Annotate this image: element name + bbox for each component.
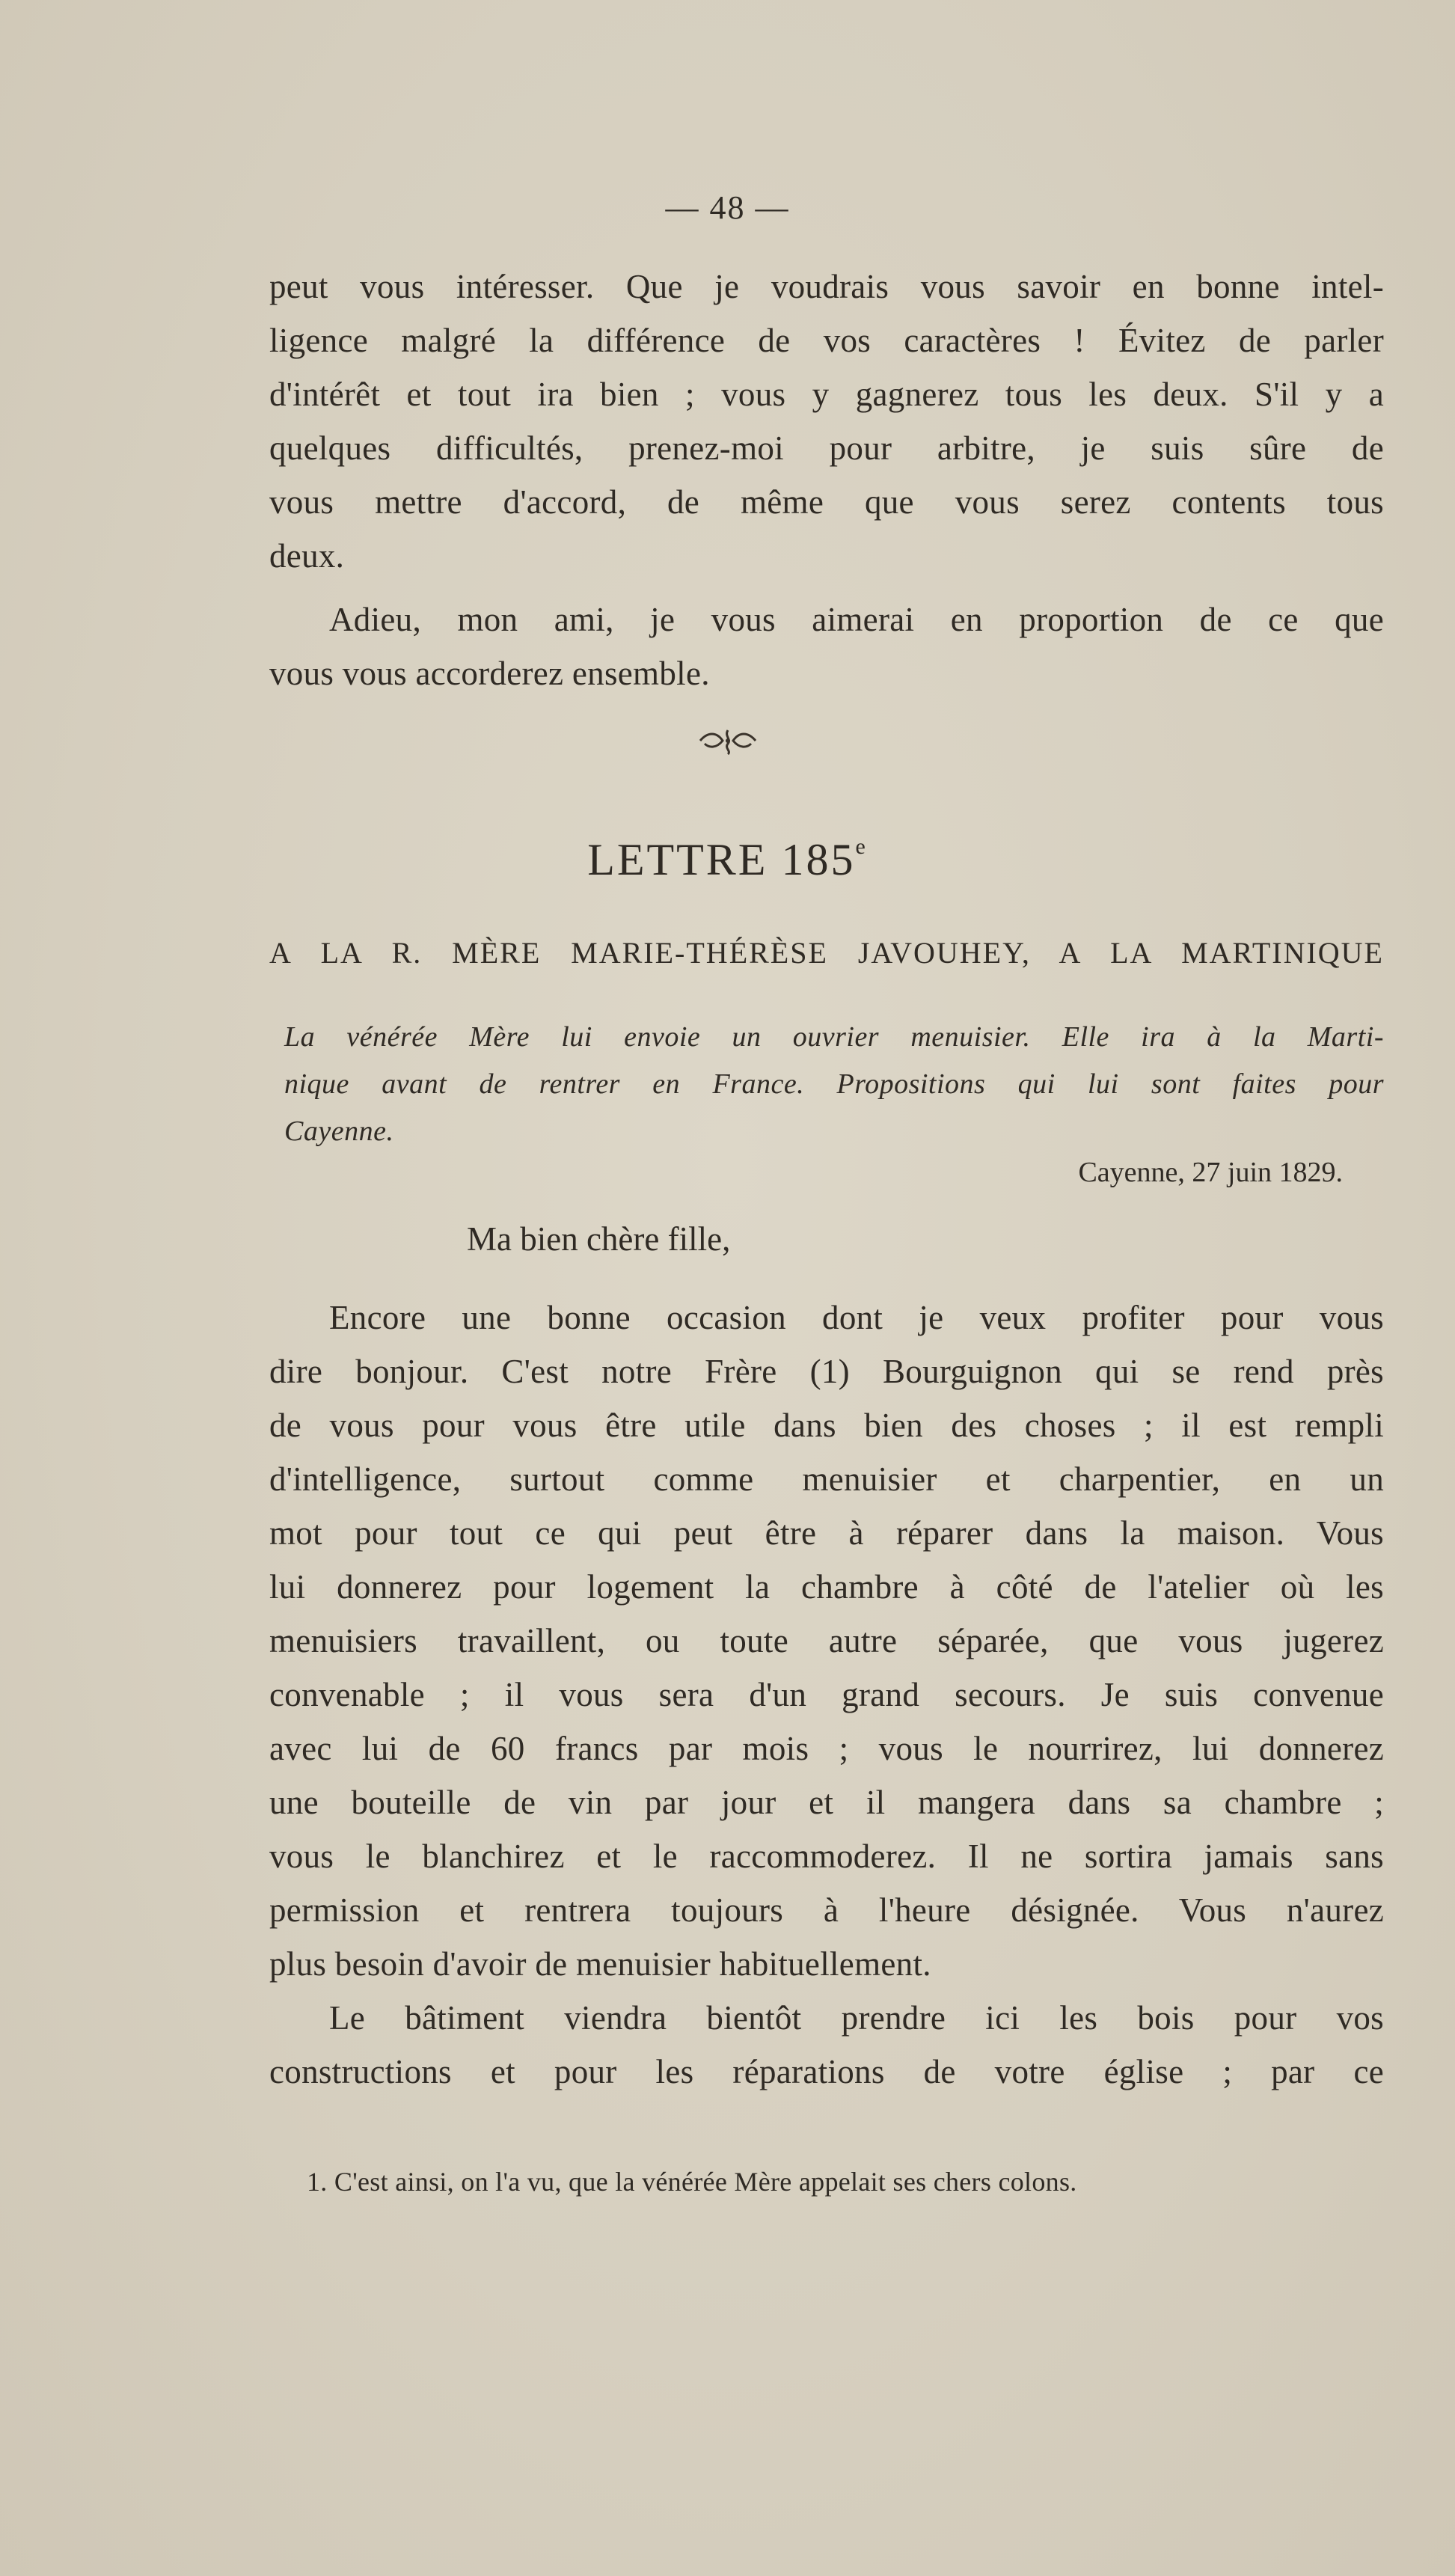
text-line: vous vous accorderez ensemble. <box>269 655 710 692</box>
text-line: d'intérêt et tout ira bien ; vous y gagnerez tous les deux. S'il y a <box>269 376 1384 413</box>
letter-title-text: LETTRE 185 <box>587 835 856 884</box>
summary-line: Cayenne. <box>284 1116 394 1147</box>
letter-summary <box>284 1014 1384 1155</box>
text-line: menuisiers travaillent, ou toute autre séparée, que vous jugerez <box>269 1622 1384 1659</box>
dateline: Cayenne, 27 juin 1829. <box>1078 1157 1343 1188</box>
text-line: plus besoin d'avoir de menuisier habituellement. <box>269 1945 931 1983</box>
text-line: quelques difficultés, prenez-moi pour arbitre, je suis sûre de <box>269 429 1384 467</box>
ornament-flourish <box>0 726 1455 759</box>
text-line: convenable ; il vous sera d'un grand secours. Je suis convenue <box>269 1676 1384 1713</box>
text-line: peut vous intéresser. Que je voudrais vous savoir en bonne intel- <box>269 268 1384 305</box>
text-line: lui donnerez pour logement la chambre à côté de l'atelier où les <box>269 1568 1384 1606</box>
letter-title <box>0 834 1455 886</box>
text-line: de vous pour vous être utile dans bien des choses ; il est rempli <box>269 1407 1384 1444</box>
text-line: Adieu, mon ami, je vous aimerai en proportion de ce que <box>329 601 1384 638</box>
text-line: mot pour tout ce qui peut être à réparer dans la maison. Vous <box>269 1514 1384 1552</box>
text-line: avec lui de 60 francs par mois ; vous le nourrirez, lui donnerez <box>269 1730 1384 1767</box>
text-line: permission et rentrera toujours à l'heure désignée. Vous n'aurez <box>269 1891 1384 1929</box>
salutation: Ma bien chère fille, <box>467 1220 731 1258</box>
letter-paragraph-2 <box>269 1991 1384 2099</box>
opening-paragraph <box>269 260 1384 583</box>
letter-paragraph-1 <box>269 1291 1384 1991</box>
text-line: Encore une bonne occasion dont je veux profiter pour vous <box>329 1299 1384 1336</box>
text-line: constructions et pour les réparations de votre église ; par ce <box>269 2053 1384 2090</box>
text-line: d'intelligence, surtout comme menuisier et charpentier, en un <box>269 1460 1384 1498</box>
text-line: vous le blanchirez et le raccommoderez. Il ne sortira jamais sans <box>269 1838 1384 1875</box>
addressee-line: A LA R. MÈRE MARIE-THÉRÈSE JAVOUHEY, A LA MARTINIQUE <box>269 936 1384 970</box>
summary-line: La vénérée Mère lui envoie un ouvrier menuisier. Elle ira à la Marti- <box>284 1021 1384 1053</box>
closing-paragraph <box>269 593 1384 700</box>
text-line: ligence malgré la différence de vos caractères ! Évitez de parler <box>269 322 1384 359</box>
letter-title-superscript: e <box>855 834 868 859</box>
text-line: vous mettre d'accord, de même que vous serez contents tous <box>269 483 1384 521</box>
text-line: deux. <box>269 537 345 575</box>
text-line: une bouteille de vin par jour et il mangera dans sa chambre ; <box>269 1784 1384 1821</box>
flourish-icon <box>694 726 762 756</box>
text-line: dire bonjour. C'est notre Frère (1) Bourguignon qui se rend près <box>269 1353 1384 1390</box>
text-line: Le bâtiment viendra bientôt prendre ici les bois pour vos <box>329 1999 1384 2037</box>
page-number: — 48 — <box>665 189 790 226</box>
footnote: 1. C'est ainsi, on l'a vu, que la vénérée Mère appelait ses chers colons. <box>307 2167 1077 2197</box>
summary-line: nique avant de rentrer en France. Propositions qui lui sont faites pour <box>284 1068 1384 1100</box>
